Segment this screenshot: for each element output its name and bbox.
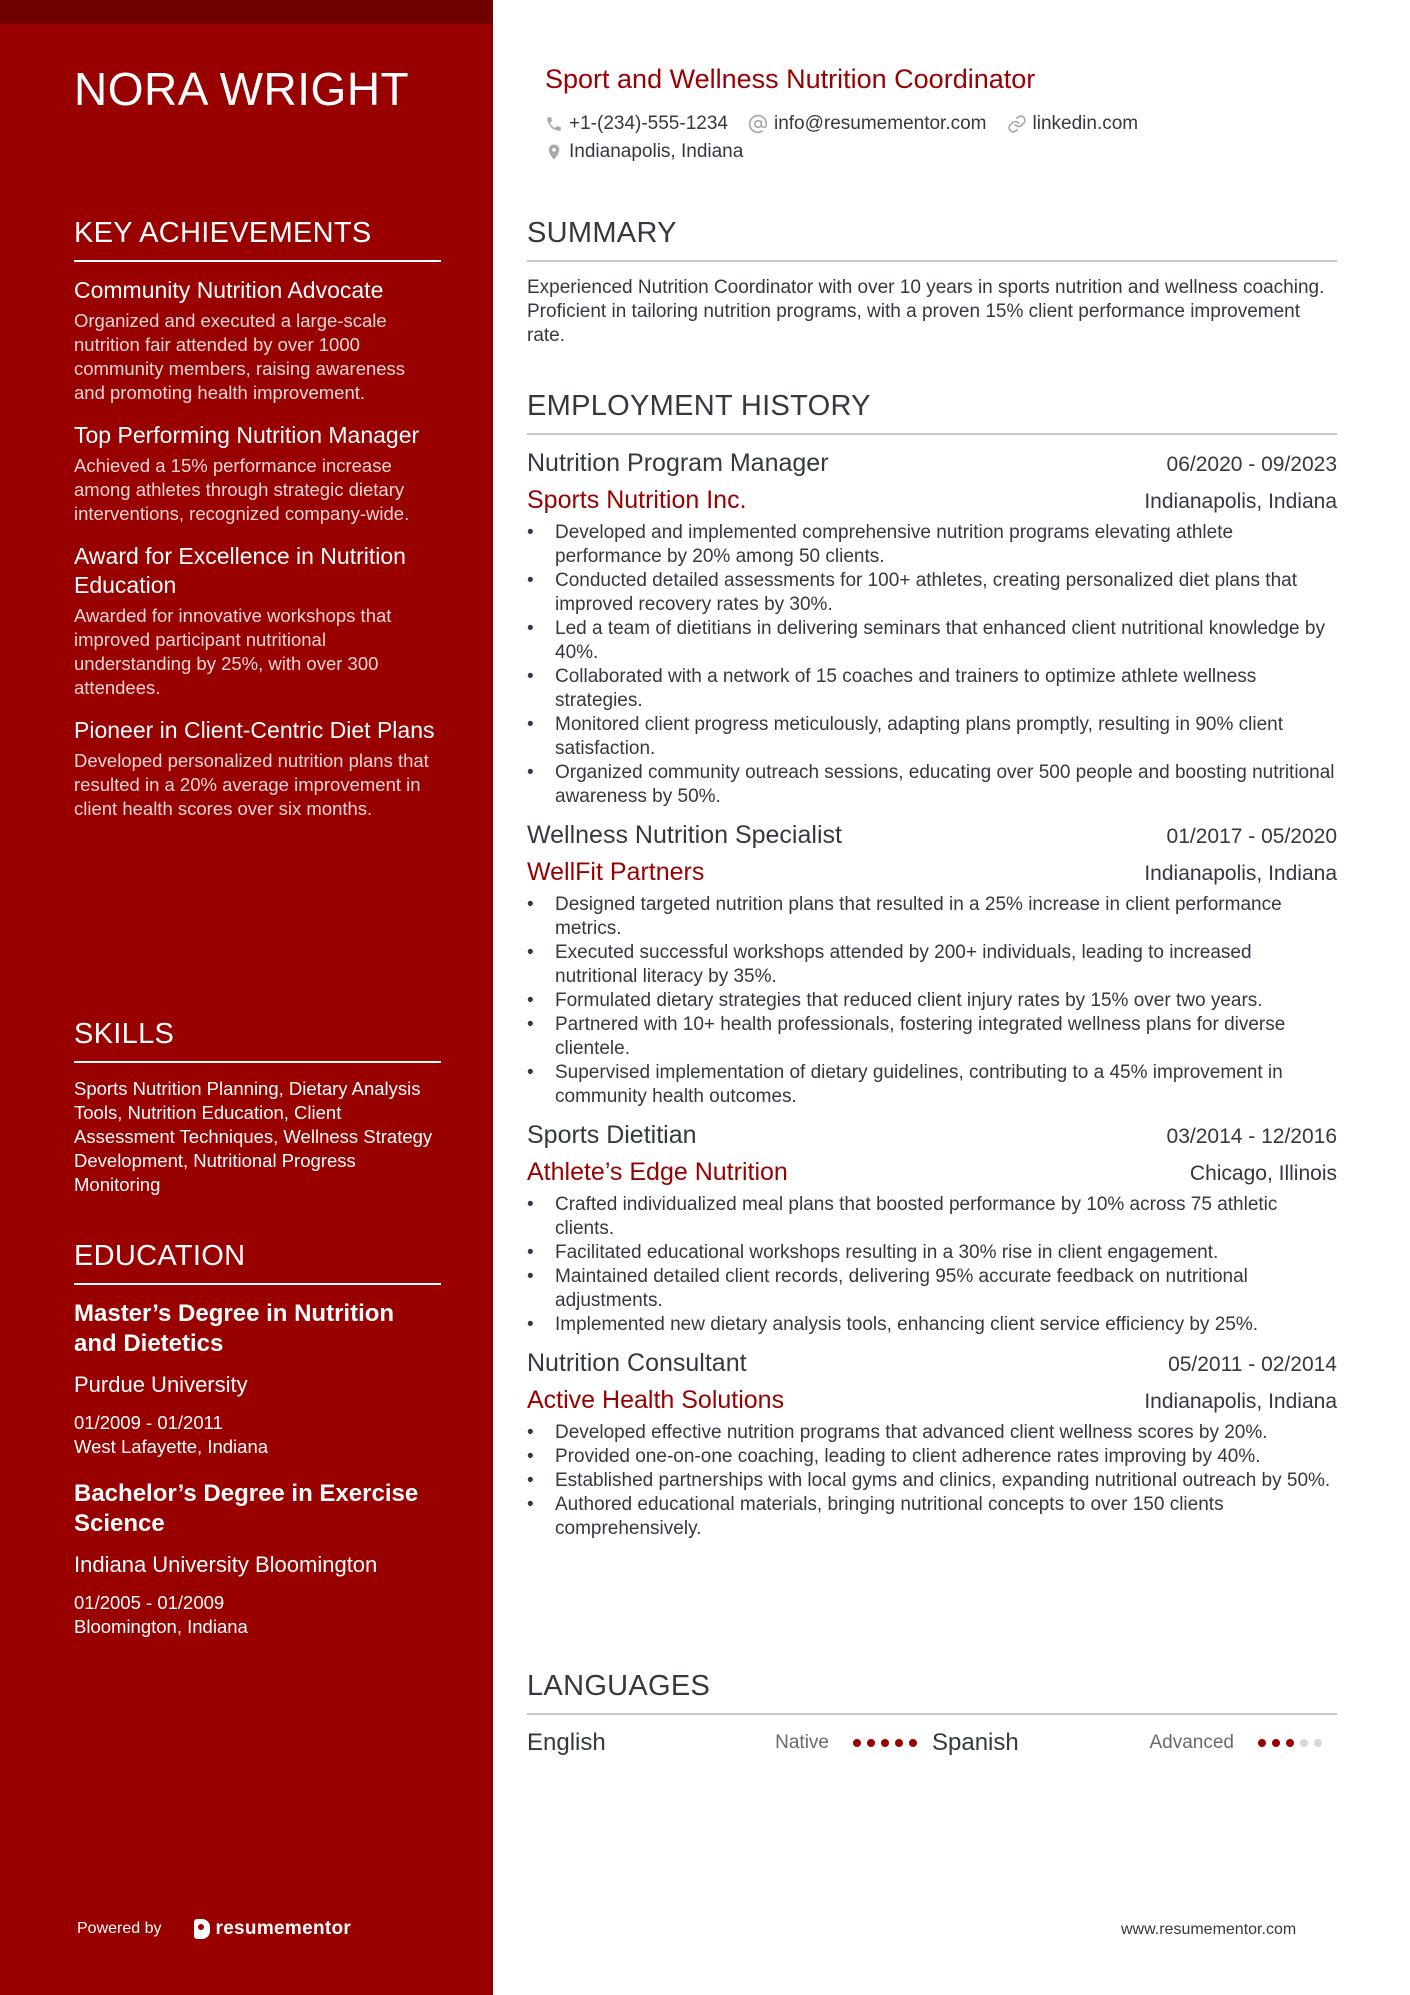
- job-role: Nutrition Consultant: [527, 1349, 747, 1377]
- job-bullets: [527, 1421, 1337, 1541]
- rating-dot: [1300, 1739, 1308, 1747]
- job-dates: 06/2020 - 09/2023: [1166, 453, 1337, 476]
- job-role: Nutrition Program Manager: [527, 449, 829, 477]
- summary-text: Experienced Nutrition Coordinator with over 10 years in sports nutrition and wellness coaching. Proficient in tailoring nutrition programs, with a proven 15% client performance improvement rate.: [527, 277, 1325, 346]
- linkedin-text: linkedin.com: [1032, 113, 1139, 134]
- language-rating: [1258, 1739, 1328, 1747]
- job-header-row: [527, 821, 1337, 850]
- rating-dot: [881, 1739, 889, 1747]
- summary-section: [527, 217, 1337, 348]
- education-section: [74, 1240, 441, 1659]
- language-rating: [853, 1739, 923, 1747]
- education-school: Indiana University Bloomington: [74, 1552, 378, 1577]
- job-company: Active Health Solutions: [527, 1386, 785, 1414]
- summary-heading: SUMMARY: [527, 217, 1337, 262]
- brand-mark-icon: [194, 1919, 210, 1939]
- job-company: Sports Nutrition Inc.: [527, 486, 747, 514]
- contact-row: [545, 113, 1158, 135]
- job-header-row: [527, 449, 1337, 478]
- job-bullet: • Organized community outreach sessions, educating over 500 people and boosting nutritional awareness by 50%.: [527, 761, 1337, 809]
- job-company-row: [527, 1386, 1337, 1415]
- job-bullet: • Established partnerships with local gyms and clinics, expanding nutritional outreach by 50%.: [527, 1469, 1337, 1493]
- job-location: Indianapolis, Indiana: [1144, 862, 1337, 885]
- achievement-description: Organized and executed a large-scale nutrition fair attended by over 1000 community members, raising awareness and promoting health improvement.: [74, 310, 406, 403]
- job-header-row: [527, 1349, 1337, 1378]
- brand-name: resumementor: [215, 1918, 352, 1939]
- job-bullets: [527, 893, 1337, 1109]
- achievement-item: [74, 716, 441, 821]
- achievement-item: [74, 542, 441, 700]
- rating-dot: [1258, 1739, 1266, 1747]
- job-header-row: [527, 1121, 1337, 1150]
- job-bullet: • Developed effective nutrition programs that advanced client wellness scores by 20%.: [527, 1421, 1337, 1445]
- job-company: WellFit Partners: [527, 858, 705, 886]
- education-item: [74, 1299, 441, 1459]
- rating-dot: [853, 1739, 861, 1747]
- job-bullet: • Designed targeted nutrition plans that resulted in a 25% increase in client performance metrics.: [527, 893, 1337, 941]
- job-title: Sport and Wellness Nutrition Coordinator: [545, 64, 1036, 94]
- employment-section: [527, 390, 1337, 1553]
- achievement-description: Awarded for innovative workshops that improved participant nutritional understanding by 25%, with over 300 attendees.: [74, 605, 392, 698]
- job-bullets: [527, 521, 1337, 809]
- job-bullet: • Executed successful workshops attended by 200+ individuals, leading to increased nutritional literacy by 35%.: [527, 941, 1337, 989]
- language-item: [932, 1729, 1337, 1757]
- job-dates: 05/2011 - 02/2014: [1168, 1353, 1337, 1376]
- job-bullet: • Crafted individualized meal plans that boosted performance by 10% across 75 athletic clients.: [527, 1193, 1337, 1241]
- job-bullet: • Implemented new dietary analysis tools, enhancing client service efficiency by 25%.: [527, 1313, 1337, 1337]
- job-bullet: • Led a team of dietitians in delivering seminars that enhanced client nutritional knowledge by 40%.: [527, 617, 1337, 665]
- achievement-title: Top Performing Nutrition Manager: [74, 422, 420, 448]
- job-entry: [527, 1121, 1337, 1337]
- phone-text: +1-(234)-555-1234: [569, 113, 728, 134]
- language-name: Spanish: [932, 1729, 1019, 1756]
- achievement-item: [74, 276, 441, 405]
- job-bullet: • Conducted detailed assessments for 100+ athletes, creating personalized diet plans that improved recovery rates by 30%.: [527, 569, 1337, 617]
- job-bullet: • Collaborated with a network of 15 coaches and trainers to optimize athlete wellness strategies.: [527, 665, 1337, 713]
- footer-url[interactable]: www.resumementor.com: [1121, 1921, 1297, 1938]
- languages-section: [527, 1670, 1337, 1757]
- language-level: Native: [775, 1732, 829, 1753]
- achievement-item: [74, 421, 441, 526]
- job-dates: 03/2014 - 12/2016: [1166, 1125, 1337, 1148]
- job-company-row: [527, 1158, 1337, 1187]
- education-school: Purdue University: [74, 1372, 248, 1397]
- location-row: [545, 141, 763, 163]
- powered-by: [77, 1918, 351, 1940]
- achievement-title: Pioneer in Client-Centric Diet Plans: [74, 717, 435, 743]
- achievement-description: Developed personalized nutrition plans that resulted in a 20% average improvement in client health scores over six months.: [74, 750, 429, 819]
- rating-dot: [1286, 1739, 1294, 1747]
- job-bullet: • Developed and implemented comprehensive nutrition programs elevating athlete performance by 20% among 50 clients.: [527, 521, 1337, 569]
- job-entry: [527, 1349, 1337, 1541]
- achievements-list: [74, 276, 441, 821]
- skills-section: [74, 1018, 441, 1197]
- skills-heading: SKILLS: [74, 1018, 441, 1063]
- education-dates: 01/2005 - 01/2009: [74, 1592, 225, 1613]
- brand-logo[interactable]: [194, 1918, 352, 1940]
- employment-heading: EMPLOYMENT HISTORY: [527, 390, 1337, 435]
- job-bullet: • Authored educational materials, bringing nutritional concepts to over 150 clients comprehensively.: [527, 1493, 1337, 1541]
- education-list: [74, 1299, 441, 1639]
- location-text: Indianapolis, Indiana: [569, 141, 744, 162]
- job-company: Athlete’s Edge Nutrition: [527, 1158, 788, 1186]
- jobs-list: [527, 449, 1337, 1541]
- sidebar-top-bar: [0, 0, 493, 24]
- job-bullet: • Formulated dietary strategies that reduced client injury rates by 15% over two years.: [527, 989, 1337, 1013]
- job-dates: 01/2017 - 05/2020: [1166, 825, 1337, 848]
- achievements-heading: KEY ACHIEVEMENTS: [74, 217, 441, 262]
- contact-phone[interactable]: [545, 113, 728, 135]
- languages-heading: LANGUAGES: [527, 1670, 1337, 1715]
- rating-dot: [1272, 1739, 1280, 1747]
- education-item: [74, 1479, 441, 1639]
- contact-location: [545, 141, 743, 163]
- education-heading: EDUCATION: [74, 1240, 441, 1285]
- achievement-description: Achieved a 15% performance increase among athletes through strategic dietary interventions, recognized company-wide.: [74, 455, 410, 524]
- job-company-row: [527, 858, 1337, 887]
- powered-by-label: Powered by: [77, 1920, 162, 1937]
- sidebar: [0, 0, 493, 1995]
- languages-row: [527, 1729, 1337, 1757]
- language-name: English: [527, 1729, 606, 1756]
- job-bullets: [527, 1193, 1337, 1337]
- rating-dot: [1314, 1739, 1322, 1747]
- language-item: [527, 1729, 932, 1757]
- education-location: West Lafayette, Indiana: [74, 1436, 269, 1457]
- job-entry: [527, 821, 1337, 1109]
- job-location: Indianapolis, Indiana: [1144, 490, 1337, 513]
- job-entry: [527, 449, 1337, 809]
- education-location: Bloomington, Indiana: [74, 1616, 248, 1637]
- rating-dot: [867, 1739, 875, 1747]
- job-location: Indianapolis, Indiana: [1144, 1390, 1337, 1413]
- at-sign-icon: [748, 114, 768, 134]
- skills-text: Sports Nutrition Planning, Dietary Analysis Tools, Nutrition Education, Client Assessment Techniques, Wellness Strategy Development, Nutritional Progress Monitoring: [74, 1078, 433, 1195]
- achievement-title: Award for Excellence in Nutrition Education: [74, 543, 406, 598]
- contact-email[interactable]: [748, 113, 987, 135]
- job-bullet: • Monitored client progress meticulously, adapting plans promptly, resulting in 90% client satisfaction.: [527, 713, 1337, 761]
- job-bullet: • Maintained detailed client records, delivering 95% accurate feedback on nutritional adjustments.: [527, 1265, 1337, 1313]
- job-bullet: • Supervised implementation of dietary guidelines, contributing to a 45% improvement in community health outcomes.: [527, 1061, 1337, 1109]
- achievement-title: Community Nutrition Advocate: [74, 277, 384, 303]
- job-bullet: • Partnered with 10+ health professionals, fostering integrated wellness plans for diverse clientele.: [527, 1013, 1337, 1061]
- email-text: info@resumementor.com: [773, 113, 987, 134]
- location-pin-icon: [545, 142, 563, 162]
- job-role: Sports Dietitian: [527, 1121, 697, 1149]
- language-level: Advanced: [1149, 1732, 1234, 1753]
- job-location: Chicago, Illinois: [1189, 1162, 1337, 1185]
- rating-dot: [909, 1739, 917, 1747]
- education-degree: Bachelor’s Degree in Exercise Science: [74, 1480, 419, 1537]
- job-company-row: [527, 486, 1337, 515]
- job-bullet: • Provided one-on-one coaching, leading to client adherence rates improving by 40%.: [527, 1445, 1337, 1469]
- phone-icon: [545, 115, 563, 133]
- link-icon: [1007, 114, 1027, 134]
- achievements-section: [74, 217, 441, 837]
- job-bullet: • Facilitated educational workshops resulting in a 30% rise in client engagement.: [527, 1241, 1337, 1265]
- job-role: Wellness Nutrition Specialist: [527, 821, 842, 849]
- contact-linkedin[interactable]: [1007, 113, 1139, 135]
- education-dates: 01/2009 - 01/2011: [74, 1412, 223, 1433]
- candidate-name: NORA WRIGHT: [74, 63, 410, 115]
- education-degree: Master’s Degree in Nutrition and Dietetics: [74, 1300, 395, 1357]
- rating-dot: [895, 1739, 903, 1747]
